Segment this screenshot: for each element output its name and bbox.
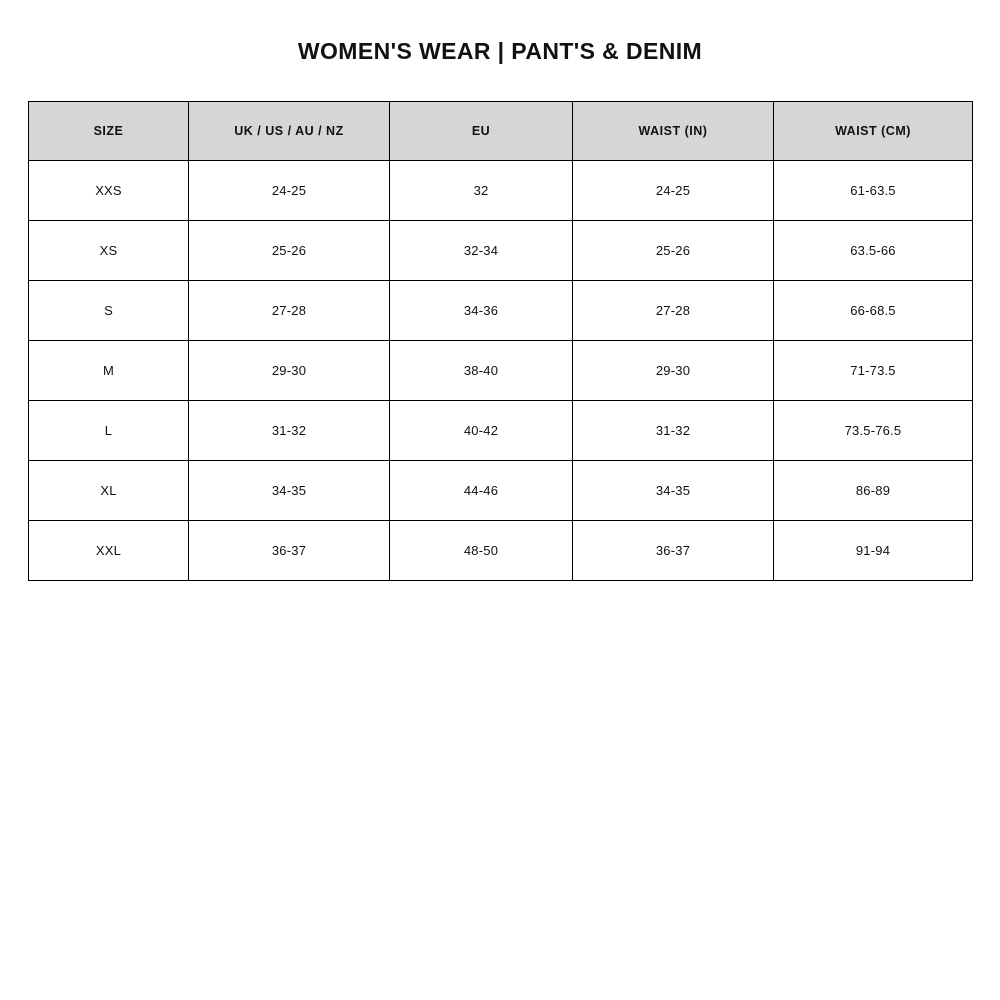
- cell-uk-us-au-nz: 25-26: [189, 221, 390, 281]
- table-row: [29, 221, 973, 281]
- cell-size: XL: [29, 461, 189, 521]
- cell-uk-us-au-nz: 27-28: [189, 281, 390, 341]
- cell-waist-in: 24-25: [573, 161, 774, 221]
- cell-eu: 44-46: [390, 461, 573, 521]
- table-row: [29, 341, 973, 401]
- cell-waist-cm: 71-73.5: [774, 341, 973, 401]
- table-row: [29, 461, 973, 521]
- cell-eu: 32: [390, 161, 573, 221]
- cell-waist-in: 29-30: [573, 341, 774, 401]
- cell-size: XXL: [29, 521, 189, 581]
- cell-waist-cm: 66-68.5: [774, 281, 973, 341]
- cell-size: XXS: [29, 161, 189, 221]
- cell-eu: 40-42: [390, 401, 573, 461]
- cell-waist-cm: 63.5-66: [774, 221, 973, 281]
- column-header-eu: EU: [390, 102, 573, 161]
- table-row: [29, 161, 973, 221]
- cell-size: XS: [29, 221, 189, 281]
- column-header-waist-cm: WAIST (CM): [774, 102, 973, 161]
- table-row: [29, 281, 973, 341]
- cell-uk-us-au-nz: 29-30: [189, 341, 390, 401]
- cell-uk-us-au-nz: 34-35: [189, 461, 390, 521]
- table-header: [29, 102, 973, 161]
- table-body: [29, 161, 973, 581]
- cell-uk-us-au-nz: 24-25: [189, 161, 390, 221]
- cell-eu: 38-40: [390, 341, 573, 401]
- cell-waist-in: 27-28: [573, 281, 774, 341]
- page-title: WOMEN'S WEAR | PANT'S & DENIM: [297, 38, 703, 64]
- cell-size: L: [29, 401, 189, 461]
- cell-waist-in: 25-26: [573, 221, 774, 281]
- cell-size: M: [29, 341, 189, 401]
- cell-uk-us-au-nz: 36-37: [189, 521, 390, 581]
- cell-eu: 34-36: [390, 281, 573, 341]
- cell-eu: 32-34: [390, 221, 573, 281]
- cell-waist-in: 36-37: [573, 521, 774, 581]
- size-chart-table-container: [28, 101, 972, 581]
- cell-waist-cm: 91-94: [774, 521, 973, 581]
- cell-waist-cm: 73.5-76.5: [774, 401, 973, 461]
- cell-waist-cm: 86-89: [774, 461, 973, 521]
- cell-uk-us-au-nz: 31-32: [189, 401, 390, 461]
- table-row: [29, 401, 973, 461]
- size-chart-table: [28, 101, 973, 581]
- column-header-uk-us-au-nz: UK / US / AU / NZ: [189, 102, 390, 161]
- cell-waist-in: 31-32: [573, 401, 774, 461]
- table-header-row: [29, 102, 973, 161]
- cell-eu: 48-50: [390, 521, 573, 581]
- cell-waist-cm: 61-63.5: [774, 161, 973, 221]
- cell-waist-in: 34-35: [573, 461, 774, 521]
- column-header-size: SIZE: [29, 102, 189, 161]
- column-header-waist-in: WAIST (IN): [573, 102, 774, 161]
- cell-size: S: [29, 281, 189, 341]
- table-row: [29, 521, 973, 581]
